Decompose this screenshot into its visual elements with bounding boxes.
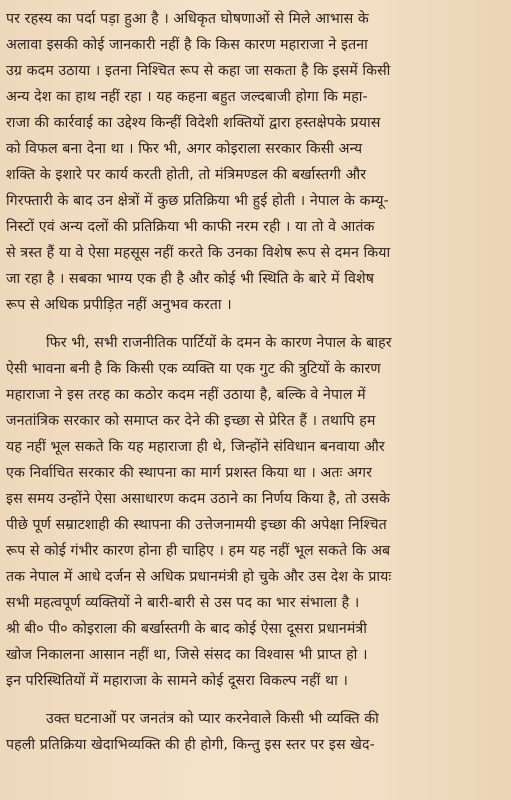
text-line: शक्ति के इशारे पर कार्य करती होती, तो मंत्रिमण्डल की बर्खास्तगी और: [6, 167, 367, 183]
text-line: तक नेपाल में आधे दर्जन से अधिक प्रधानमंत्री हो चुके और उस देश के प्रायः: [6, 569, 392, 585]
paragraph-gap: [6, 318, 499, 330]
paragraph-3: [6, 706, 499, 758]
text-line: को विफल बना देना था । फिर भी, अगर कोइराला सरकार किसी अन्य: [6, 141, 363, 157]
text-line: पहली प्रतिक्रिया खेदाभिव्यक्ति की ही होगी, किन्तु इस स्तर पर इस खेद-: [6, 737, 375, 753]
text-line: जा रहा है । सबका भाग्य एक ही है और कोई भी स्थिति के बारे में विशेष: [6, 271, 374, 287]
text-line: से त्रस्त हैं या वे ऐसा महसूस नहीं करते कि उनका विशेष रूप से दमन किया: [6, 245, 391, 261]
paragraph-gap: [6, 694, 499, 706]
text-line: निस्टों एवं अन्य दलों की प्रतिक्रिया भी काफी नरम रही । या तो वे आतंक: [6, 219, 375, 235]
text-line: उक्त घटनाओं पर जनतंत्र को प्यार करनेवाले किसी भी व्यक्ति की: [46, 711, 379, 727]
text-line: फिर भी, सभी राजनीतिक पार्टियों के दमन के कारण नेपाल के बाहर: [46, 335, 392, 351]
text-line: अलावा इसकी कोई जानकारी नहीं है कि किस कारण महाराजा ने इतना: [6, 37, 368, 53]
text-line: रूप से अधिक प्रपीड़ित नहीं अनुभव करता ।: [6, 297, 232, 313]
text-line: सभी महत्वपूर्ण व्यक्तियों ने बारी-बारी से उस पद का भार संभाला है ।: [6, 595, 360, 611]
text-line: गिरफ्तारी के बाद उन क्षेत्रों में कुछ प्रतिक्रिया भी हुई होती । नेपाल के कम्यू-: [6, 193, 389, 209]
text-line: उग्र कदम उठाया । इतना निश्चित रूप से कहा जा सकता है कि इसमें किसी: [6, 63, 391, 79]
text-line: पीछे पूर्ण सम्राटशाही की स्थापना की उत्तेजनामयी इच्छा की अपेक्षा निश्चित: [6, 517, 387, 533]
text-line: पर रहस्य का पर्दा पड़ा हुआ है । अधिकृत घोषणाओं से मिले आभास के: [6, 11, 369, 27]
paragraph-1: [6, 6, 499, 318]
text-line: राजा की कार्रवाई का उद्देश्य किन्हीं विदेशी शक्तियों द्वारा हस्तक्षेपके प्रयास: [6, 115, 381, 131]
text-line: श्री बी० पी० कोइराला की बर्खास्तगी के बाद कोई ऐसा दूसरा प्रधानमंत्री: [6, 621, 368, 637]
text-line: अन्य देश का हाथ नहीं रहा । यह कहना बहुत जल्दबाजी होगा कि महा-: [6, 89, 368, 105]
text-line: एक निर्वाचित सरकार की स्थापना का मार्ग प्रशस्त किया था । अतः अगर: [6, 465, 373, 481]
text-line: रूप से कोई गंभीर कारण होना ही चाहिए । हम यह नहीं भूल सकते कि अब: [6, 543, 391, 559]
paragraph-2: [6, 330, 499, 694]
text-line: महाराजा ने इस तरह का कठोर कदम नहीं उठाया है, बल्कि वे नेपाल में: [6, 387, 366, 403]
text-line: ऐसी भावना बनी है कि किसी एक व्यक्ति या एक गुट की त्रुटियों के कारण: [6, 361, 381, 377]
text-line: इन परिस्थितियों में महाराजा के सामने कोई दूसरा विकल्प नहीं था ।: [6, 673, 348, 689]
text-line: खोज निकालना आसान नहीं था, जिसे संसद का विश्वास भी प्राप्त हो ।: [6, 647, 368, 663]
text-line: इस समय उन्होंने ऐसा असाधारण कदम उठाने का निर्णय किया है, तो उसके: [6, 491, 390, 507]
text-line: यह नहीं भूल सकते कि यह महाराजा ही थे, जिन्होंने संविधान बनवाया और: [6, 439, 385, 455]
text-line: जनतांत्रिक सरकार को समाप्त कर देने की इच्छा से प्रेरित हैं । तथापि हम: [6, 413, 376, 429]
